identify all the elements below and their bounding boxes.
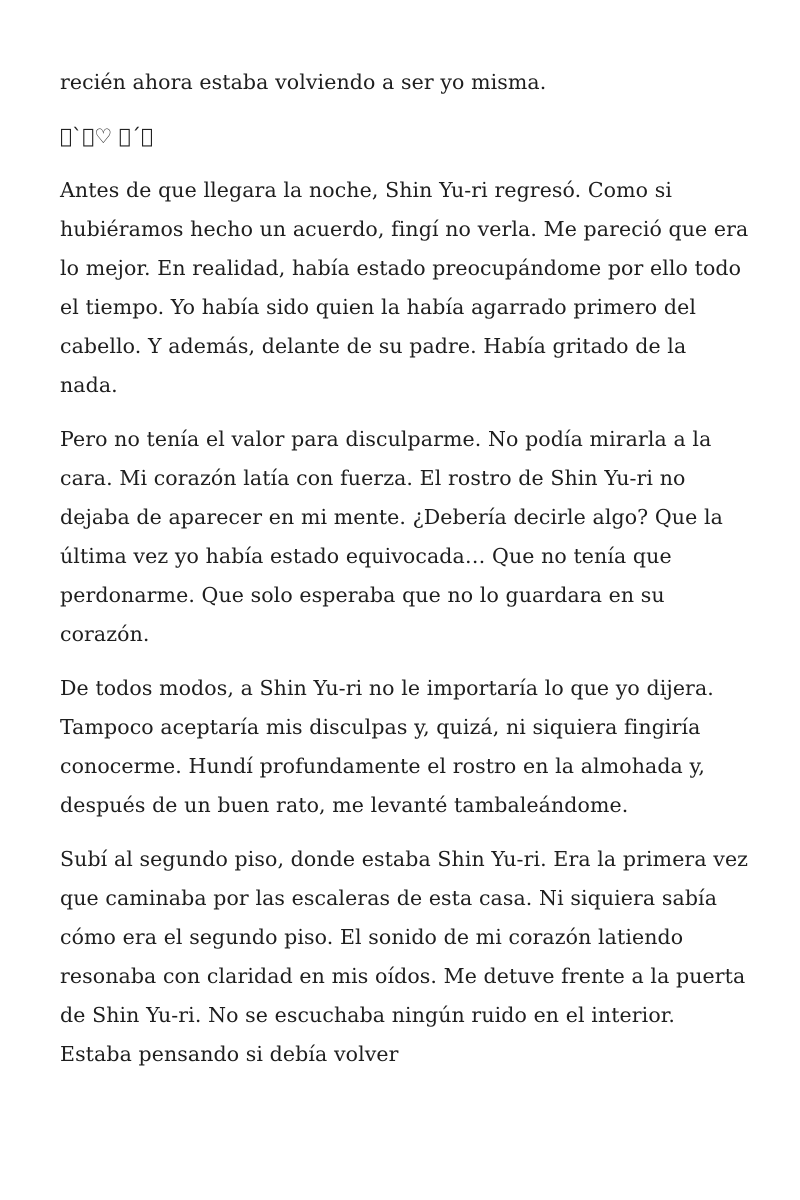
paragraph: Pero no tenía el valor para disculparme. No podía mirarla a la cara. Mi corazón latía con fuerza. El rostro de Shin Yu-ri no dejaba de aparecer en mi mente. ¿Debería decirle algo? Que la última vez yo había estado equivocada… Que no tenía que perdonarme. Que solo esperaba que no lo guardara en su corazón. [60,427,723,646]
scene-separator [60,117,750,156]
paragraph: Subí al segundo piso, donde estaba Shin Yu-ri. Era la primera vez que caminaba por las escaleras de esta casa. Ni siquiera sabía cómo era el segundo piso. El sonido de mi corazón latiendo resonaba con claridad en mis oídos. Me detuve frente a la puerta de Shin Yu-ri. No se escuchaba ningún ruido en el interior. Estaba pensando si debía volver [60,847,749,1066]
paragraph: Antes de que llegara la noche, Shin Yu-ri regresó. Como si hubiéramos hecho un acuerdo, fingí no verla. Me pareció que era lo mejor. En realidad, había estado preocupándome por ello todo el tiempo. Yo había sido quien la había agarrado primero del cabello. Y además, delante de su padre. Había gritado de la nada. [60,178,749,397]
paragraph: De todos modos, a Shin Yu-ri no le importaría lo que yo dijera. Tampoco aceptaría mis disculpas y, quizá, ni siquiera fingiría conocerme. Hundí profundamente el rostro en la almohada y, después de un buen rato, me levanté tambaleándome. [60,676,714,817]
separator-text:  ` ♡  ´  [60,124,154,148]
document-page [60,63,750,1089]
paragraph-continuation: recién ahora estaba volviendo a ser yo misma. [60,70,547,94]
